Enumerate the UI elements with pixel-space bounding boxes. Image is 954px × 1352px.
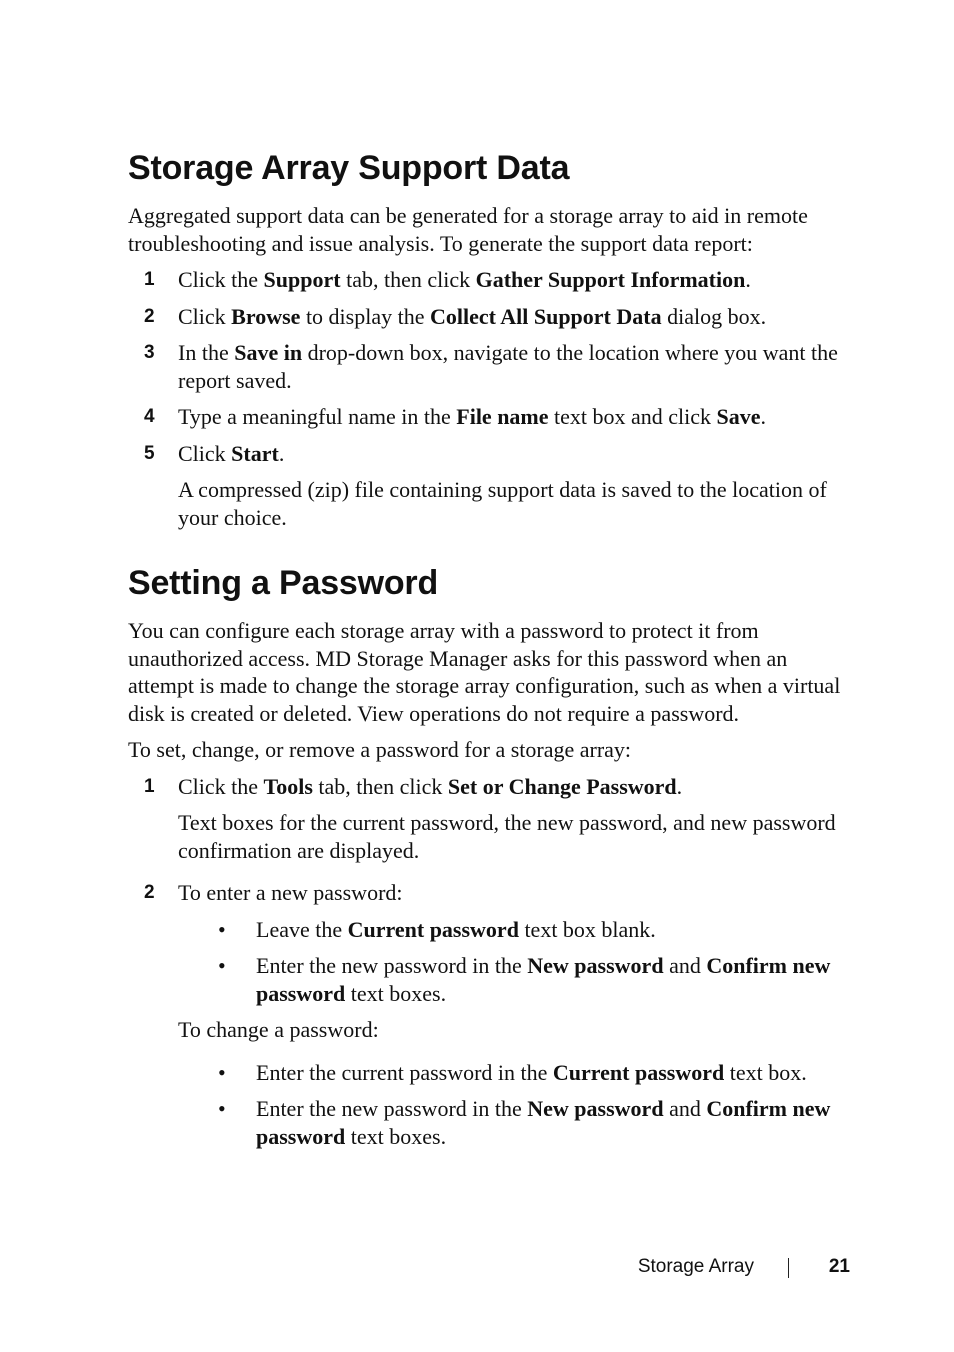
- ui-term-start: Start: [231, 440, 279, 466]
- footer-section-title: Storage Array: [637, 1256, 754, 1277]
- step-number: 4: [144, 406, 155, 427]
- password-lead: To set, change, or remove a password for a storage array:: [128, 737, 632, 762]
- ui-term-set-or-change-password: Set or Change Password: [447, 773, 677, 799]
- step-number: 2: [144, 305, 155, 327]
- ui-term-new-password: New password: [527, 1096, 664, 1121]
- support-step-3: 3 In the Save in drop-down box, navigate to the location where you want the report saved.: [144, 340, 838, 393]
- step-number: 1: [144, 269, 155, 290]
- support-step-5-result: A compressed (zip) file containing support data is saved to the location of your choice.: [178, 477, 827, 530]
- heading-storage-array-support-data: Storage Array Support Data: [128, 149, 570, 187]
- support-step-2: 2 Click Browse to display the Collect All Support Data dialog box.: [144, 303, 767, 329]
- ui-term-gather-support-information: Gather Support Information: [475, 267, 746, 292]
- support-step-5: 5 Click Start.: [144, 440, 285, 466]
- ui-term-save-in: Save in: [234, 340, 303, 365]
- ui-term-confirm-new-password: Confirm new password: [256, 1096, 831, 1149]
- ui-term-confirm-new-password: Confirm new password: [256, 953, 831, 1006]
- password-step-2: 2 To enter a new password:: [144, 880, 403, 905]
- support-data-intro: Aggregated support data can be generated for a storage array to aid in remote troubleshooting and issue analysis. To generate the support data report:: [128, 203, 808, 256]
- ui-term-current-password: Current password: [552, 1059, 725, 1085]
- change-password-bullet-2: • Enter the new password in the New password and Confirm new password text boxes.: [218, 1096, 831, 1149]
- change-password-lead: To change a password:: [178, 1017, 379, 1042]
- ui-term-file-name: File name: [456, 404, 549, 429]
- support-step-4: 4 Type a meaningful name in the File name text box and click Save.: [144, 404, 767, 429]
- change-password-bullet-1: • Enter the current password in the Current password text box.: [218, 1059, 807, 1085]
- ui-term-collect-all-support-data: Collect All Support Data: [429, 303, 662, 329]
- step-number: 5: [144, 442, 155, 464]
- step-number: 2: [144, 882, 155, 903]
- new-password-bullet-1: • Leave the Current password text box blank.: [218, 916, 656, 942]
- page-number: 21: [828, 1256, 850, 1277]
- ui-term-save: Save: [716, 404, 761, 429]
- document-page: [128, 146, 854, 1159]
- bullet-icon: •: [218, 1096, 226, 1121]
- bullet-icon: •: [218, 953, 226, 978]
- ui-term-current-password: Current password: [347, 916, 519, 942]
- ui-term-browse: Browse: [231, 303, 301, 329]
- ui-term-tools: Tools: [263, 773, 313, 799]
- password-step-1: 1 Click the Tools tab, then click Set or Change Password.: [144, 773, 683, 799]
- bullet-icon: •: [218, 916, 226, 942]
- step-number: 1: [144, 775, 155, 797]
- password-intro: You can configure each storage array with a password to protect it from unauthorized access. MD Storage Manager asks for this password when an attempt is made to change the storage array configuration, such as when a virtual disk is created or deleted. View operations do not require a password.: [128, 618, 841, 726]
- step-number: 3: [144, 342, 155, 363]
- ui-term-new-password: New password: [527, 953, 664, 978]
- new-password-bullet-2: • Enter the new password in the New password and Confirm new password text boxes.: [218, 953, 831, 1006]
- footer-divider: [788, 1258, 789, 1278]
- password-step-1-note: Text boxes for the current password, the new password, and new password confirmation are displayed.: [178, 810, 836, 863]
- bullet-icon: •: [218, 1059, 226, 1085]
- support-step-1: 1 Click the Support tab, then click Gather Support Information.: [144, 267, 751, 292]
- ui-term-support: Support: [263, 267, 341, 292]
- heading-setting-a-password: Setting a Password: [128, 564, 439, 602]
